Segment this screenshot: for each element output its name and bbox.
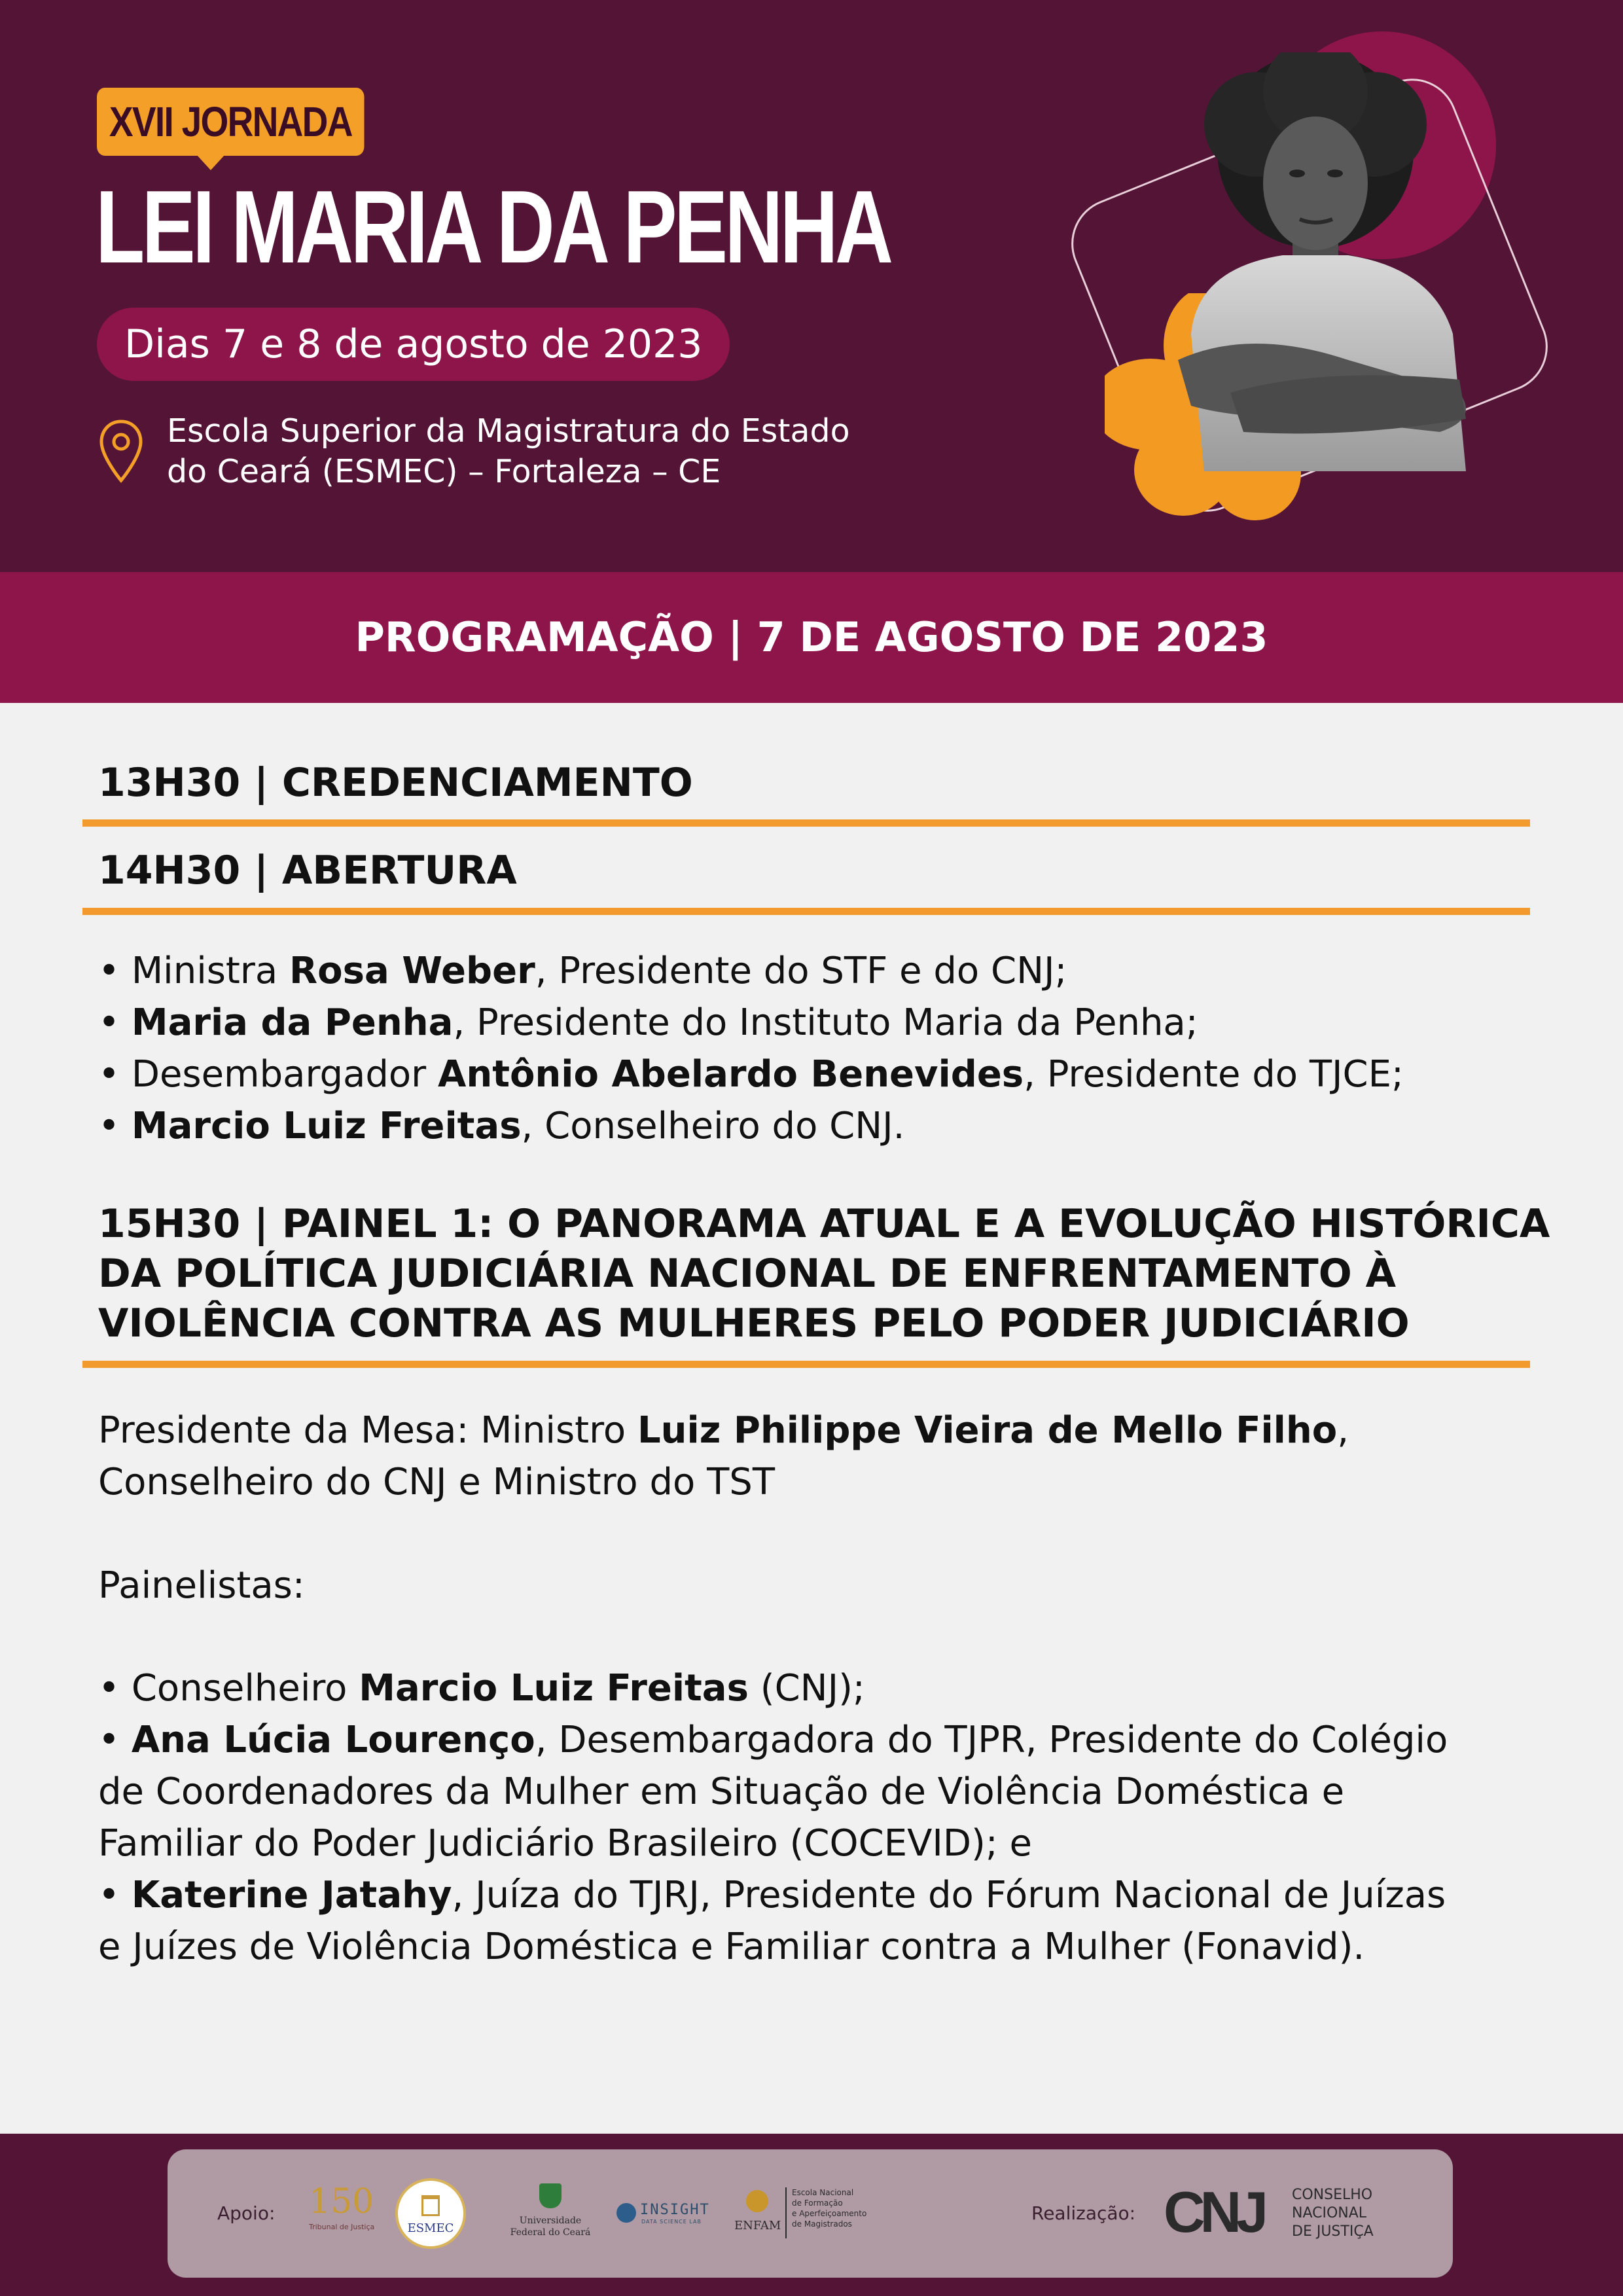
footer xyxy=(0,2134,1623,2296)
location-pin-icon xyxy=(98,419,144,484)
credenciamento-heading: 13H30 | CREDENCIAMENTO xyxy=(98,760,693,806)
painelista-item: • Katerine Jatahy, Juíza do TJRJ, Presidente do Fórum Nacional de Juízas xyxy=(98,1874,1446,1916)
ufc-logo: Universidade Federal do Ceará xyxy=(508,2183,593,2249)
columns-icon xyxy=(421,2195,440,2216)
abertura-speaker: • Desembargador Antônio Abelardo Benevides, Presidente do TJCE; xyxy=(98,1053,1404,1096)
venue-line-2: do Ceará (ESMEC) – Fortaleza – CE xyxy=(167,453,721,490)
painel-heading-line-2: DA POLÍTICA JUDICIÁRIA NACIONAL DE ENFRENTAMENTO À xyxy=(98,1251,1397,1297)
cnj-logo: CNJ CONSELHO NACIONAL DE JUSTIÇA xyxy=(1164,2179,1374,2244)
portrait-image xyxy=(1152,52,1505,471)
presidente-da-mesa: Presidente da Mesa: Ministro Luiz Philippe Vieira de Mello Filho, xyxy=(98,1409,1349,1452)
ufc-shield-icon xyxy=(539,2183,562,2208)
edition-badge: XVII JORNADA xyxy=(97,88,365,156)
painelista-item-continuation: Familiar do Poder Judiciário Brasileiro (COCEVID); e xyxy=(98,1822,1032,1865)
insight-logo: INSIGHT DATA SCIENCE LAB xyxy=(616,2200,721,2233)
section-divider xyxy=(82,908,1530,915)
painelista-item: • Conselheiro Marcio Luiz Freitas (CNJ); xyxy=(98,1667,865,1710)
section-divider xyxy=(82,1361,1530,1368)
edition-badge-tail xyxy=(196,154,225,170)
section-divider xyxy=(82,819,1530,827)
program-banner xyxy=(0,572,1623,703)
abertura-speaker: • Maria da Penha, Presidente do Instituto Maria da Penha; xyxy=(98,1001,1198,1044)
esmec-logo: ESMEC xyxy=(395,2178,466,2249)
abertura-speaker: • Marcio Luiz Freitas, Conselheiro do CNJ. xyxy=(98,1105,905,1147)
event-dates: Dias 7 e 8 de agosto de 2023 xyxy=(97,308,730,381)
venue-line-1: Escola Superior da Magistratura do Estado xyxy=(167,412,850,450)
schedule-content xyxy=(0,703,1623,2134)
painel-heading-line-3: VIOLÊNCIA CONTRA AS MULHERES PELO PODER JUDICIÁRIO xyxy=(98,1300,1410,1346)
realizacao-label: Realização: xyxy=(1031,2202,1136,2224)
painelistas-label: Painelistas: xyxy=(98,1564,305,1607)
apoio-label: Apoio: xyxy=(217,2202,276,2224)
abertura-heading: 14H30 | ABERTURA xyxy=(98,848,517,893)
program-banner-title: PROGRAMAÇÃO | 7 DE AGOSTO DE 2023 xyxy=(355,613,1268,661)
sponsors-card xyxy=(168,2149,1453,2278)
tjce-150-logo: 150 Tribunal de Justiça xyxy=(309,2182,375,2231)
header xyxy=(0,0,1623,572)
insight-icon xyxy=(616,2203,636,2223)
enfam-divider xyxy=(785,2187,787,2238)
painelista-item-continuation: e Juízes de Violência Doméstica e Familiar contra a Mulher (Fonavid). xyxy=(98,1926,1365,1968)
venue-address xyxy=(167,411,850,492)
abertura-speaker: • Ministra Rosa Weber, Presidente do STF e do CNJ; xyxy=(98,950,1067,992)
enfam-emblem-icon xyxy=(746,2190,768,2212)
painelista-item: • Ana Lúcia Lourenço, Desembargadora do TJPR, Presidente do Colégio xyxy=(98,1719,1448,1761)
event-title: LEI MARIA DA PENHA xyxy=(96,170,891,285)
presidente-da-mesa-role: Conselheiro do CNJ e Ministro do TST xyxy=(98,1461,776,1503)
enfam-logo: ENFAM Escola Nacional de Formação e Aperfeiçoamento de Magistrados xyxy=(734,2187,865,2246)
painel-heading-line-1: 15H30 | PAINEL 1: O PANORAMA ATUAL E A EVOLUÇÃO HISTÓRICA xyxy=(98,1201,1550,1247)
painelista-item-continuation: de Coordenadores da Mulher em Situação de Violência Doméstica e xyxy=(98,1770,1345,1813)
